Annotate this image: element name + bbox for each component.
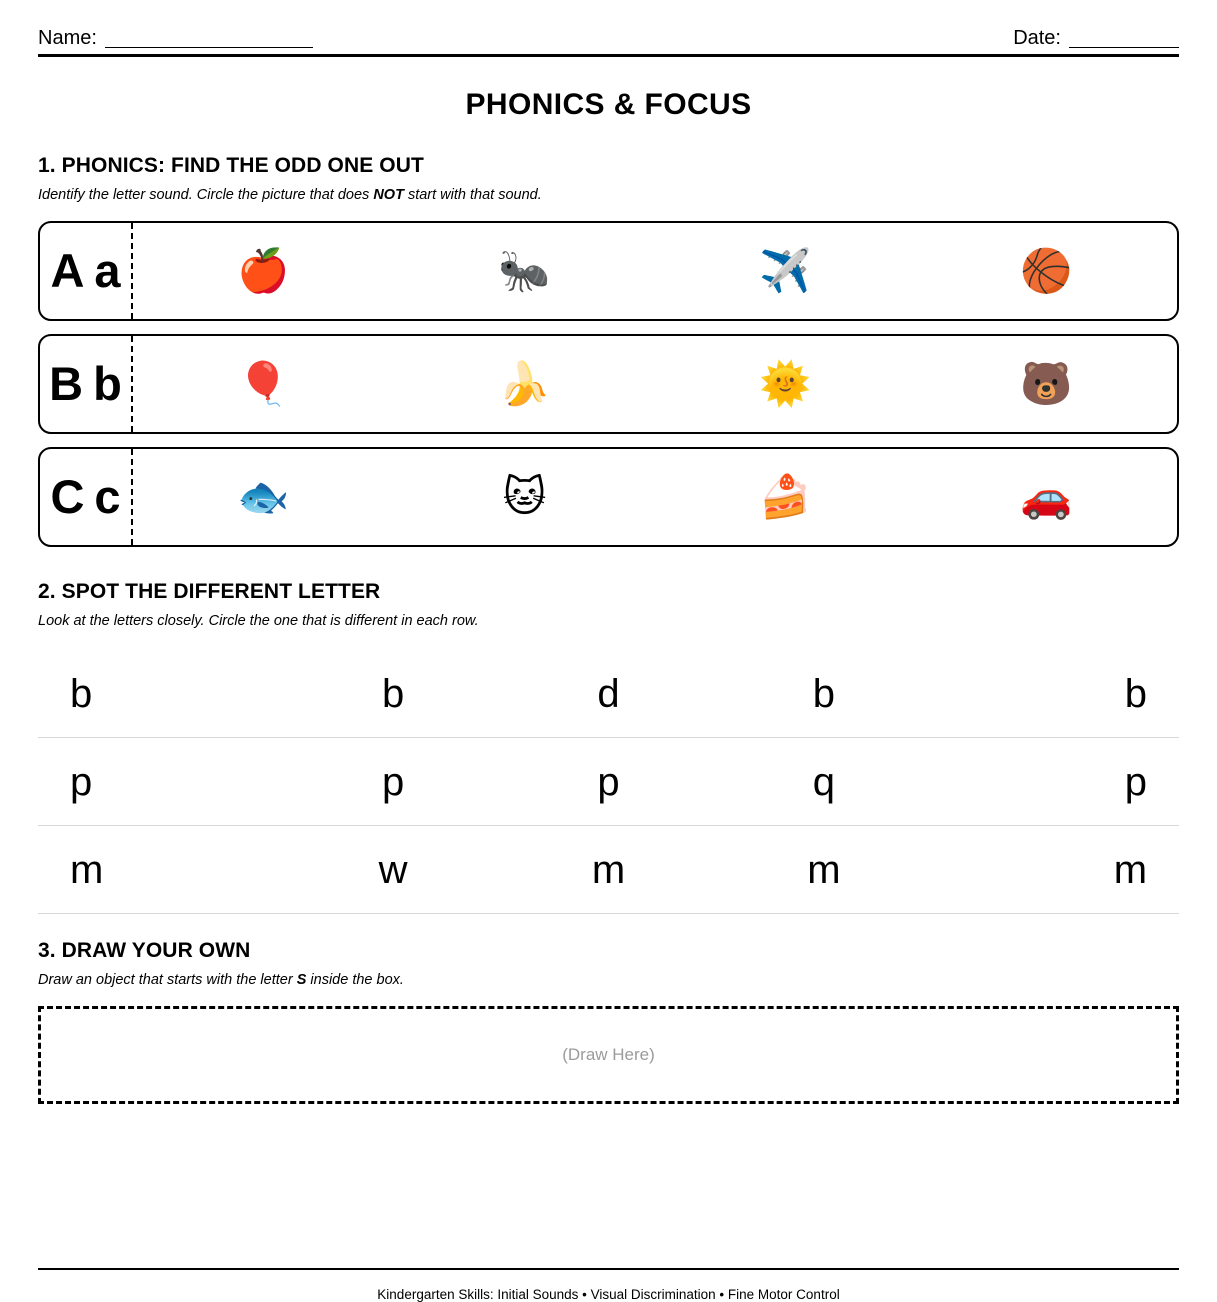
name-input[interactable] bbox=[105, 30, 313, 48]
phonics-row bbox=[38, 221, 1179, 321]
drawing-area[interactable] bbox=[38, 1006, 1179, 1104]
letter-option[interactable]: p bbox=[1124, 759, 1148, 804]
letter-option[interactable]: p bbox=[597, 759, 620, 804]
letter-option[interactable]: w bbox=[378, 847, 408, 892]
name-field-group bbox=[38, 28, 313, 48]
letter-option[interactable]: m bbox=[591, 847, 626, 892]
picture-options bbox=[133, 223, 1177, 319]
section-draw-your-own bbox=[38, 940, 1179, 1104]
lowercase-letter: b bbox=[93, 356, 122, 410]
draw-instruction-after: inside the box. bbox=[306, 972, 404, 988]
balloon-emoji[interactable]: 🎈 bbox=[237, 358, 290, 408]
section-draw-heading: 3. DRAW YOUR OWN bbox=[38, 939, 251, 962]
banana-emoji[interactable]: 🍌 bbox=[498, 358, 551, 408]
letter-option[interactable]: b bbox=[812, 671, 836, 716]
basketball-emoji[interactable]: 🏀 bbox=[1020, 245, 1073, 295]
picture-options bbox=[133, 449, 1177, 545]
date-label: Date: bbox=[1013, 27, 1061, 49]
instruction-text-after: start with that sound. bbox=[403, 187, 542, 203]
car-emoji[interactable]: 🚗 bbox=[1020, 471, 1073, 521]
phonics-row bbox=[38, 447, 1179, 547]
name-label: Name: bbox=[38, 27, 97, 49]
header-divider bbox=[38, 54, 1179, 57]
cat-emoji[interactable]: 🐱 bbox=[502, 471, 547, 521]
section-phonics bbox=[38, 155, 1179, 547]
letter-pair-cell bbox=[40, 336, 133, 432]
section-phonics-heading: 1. PHONICS: FIND THE ODD ONE OUT bbox=[38, 154, 424, 177]
letter-pair-cell bbox=[40, 223, 133, 319]
letter-option[interactable]: b bbox=[1124, 671, 1148, 716]
lowercase-letter: a bbox=[94, 243, 121, 297]
letter-option[interactable]: p bbox=[70, 759, 93, 804]
uppercase-letter: B bbox=[49, 356, 84, 410]
date-field-group bbox=[1013, 28, 1179, 48]
airplane-emoji[interactable]: ✈️ bbox=[759, 245, 812, 295]
letter-pair-cell bbox=[40, 449, 133, 545]
phonics-row bbox=[38, 334, 1179, 434]
letter-row bbox=[38, 650, 1179, 738]
instruction-text-before: Identify the letter sound. Circle the picture that does bbox=[38, 187, 374, 203]
section-spot-heading: 2. SPOT THE DIFFERENT LETTER bbox=[38, 579, 381, 603]
footer-divider bbox=[38, 1268, 1179, 1270]
date-input[interactable] bbox=[1069, 30, 1179, 48]
section-draw-instruction bbox=[38, 973, 1179, 988]
section-spot-instruction: Look at the letters closely. Circle the one that is different in each row. bbox=[38, 612, 479, 629]
letter-option[interactable]: b bbox=[70, 671, 93, 716]
draw-instruction-letter: S bbox=[296, 972, 307, 988]
phonics-row-list bbox=[38, 221, 1179, 547]
letter-option[interactable]: m bbox=[70, 847, 104, 892]
picture-options bbox=[133, 336, 1177, 432]
fish-emoji[interactable]: 🐟 bbox=[237, 471, 290, 521]
letter-option[interactable]: q bbox=[812, 759, 836, 804]
letter-row bbox=[38, 738, 1179, 826]
lowercase-letter: c bbox=[94, 469, 121, 523]
letter-option[interactable]: p bbox=[381, 759, 405, 804]
page-title: PHONICS & FOCUS bbox=[465, 88, 752, 121]
footer-text: Kindergarten Skills: Initial Sounds • Visual Discrimination • Fine Motor Control bbox=[377, 1286, 840, 1302]
ant-emoji[interactable]: 🐜 bbox=[498, 245, 551, 295]
apple-emoji[interactable]: 🍎 bbox=[237, 245, 290, 295]
footer-spacer bbox=[38, 1104, 1179, 1268]
cake-emoji[interactable]: 🍰 bbox=[759, 471, 812, 521]
section-phonics-instruction bbox=[38, 188, 1179, 203]
instruction-emphasis: NOT bbox=[373, 187, 404, 203]
letter-option[interactable]: m bbox=[1113, 847, 1148, 892]
bear-emoji[interactable]: 🐻 bbox=[1020, 358, 1073, 408]
sun-emoji[interactable]: 🌞 bbox=[759, 358, 812, 408]
draw-instruction-before: Draw an object that starts with the letter bbox=[38, 972, 297, 988]
uppercase-letter: A bbox=[50, 243, 85, 297]
letter-row bbox=[38, 826, 1179, 914]
section-spot-the-different-letter bbox=[38, 581, 1179, 915]
drawing-area-placeholder: (Draw Here) bbox=[562, 1044, 655, 1064]
letter-grid bbox=[38, 650, 1179, 914]
letter-option[interactable]: m bbox=[807, 847, 841, 892]
uppercase-letter: C bbox=[50, 469, 85, 523]
name-date-row bbox=[38, 28, 1179, 54]
letter-option[interactable]: d bbox=[597, 671, 620, 716]
letter-option[interactable]: b bbox=[381, 671, 405, 716]
